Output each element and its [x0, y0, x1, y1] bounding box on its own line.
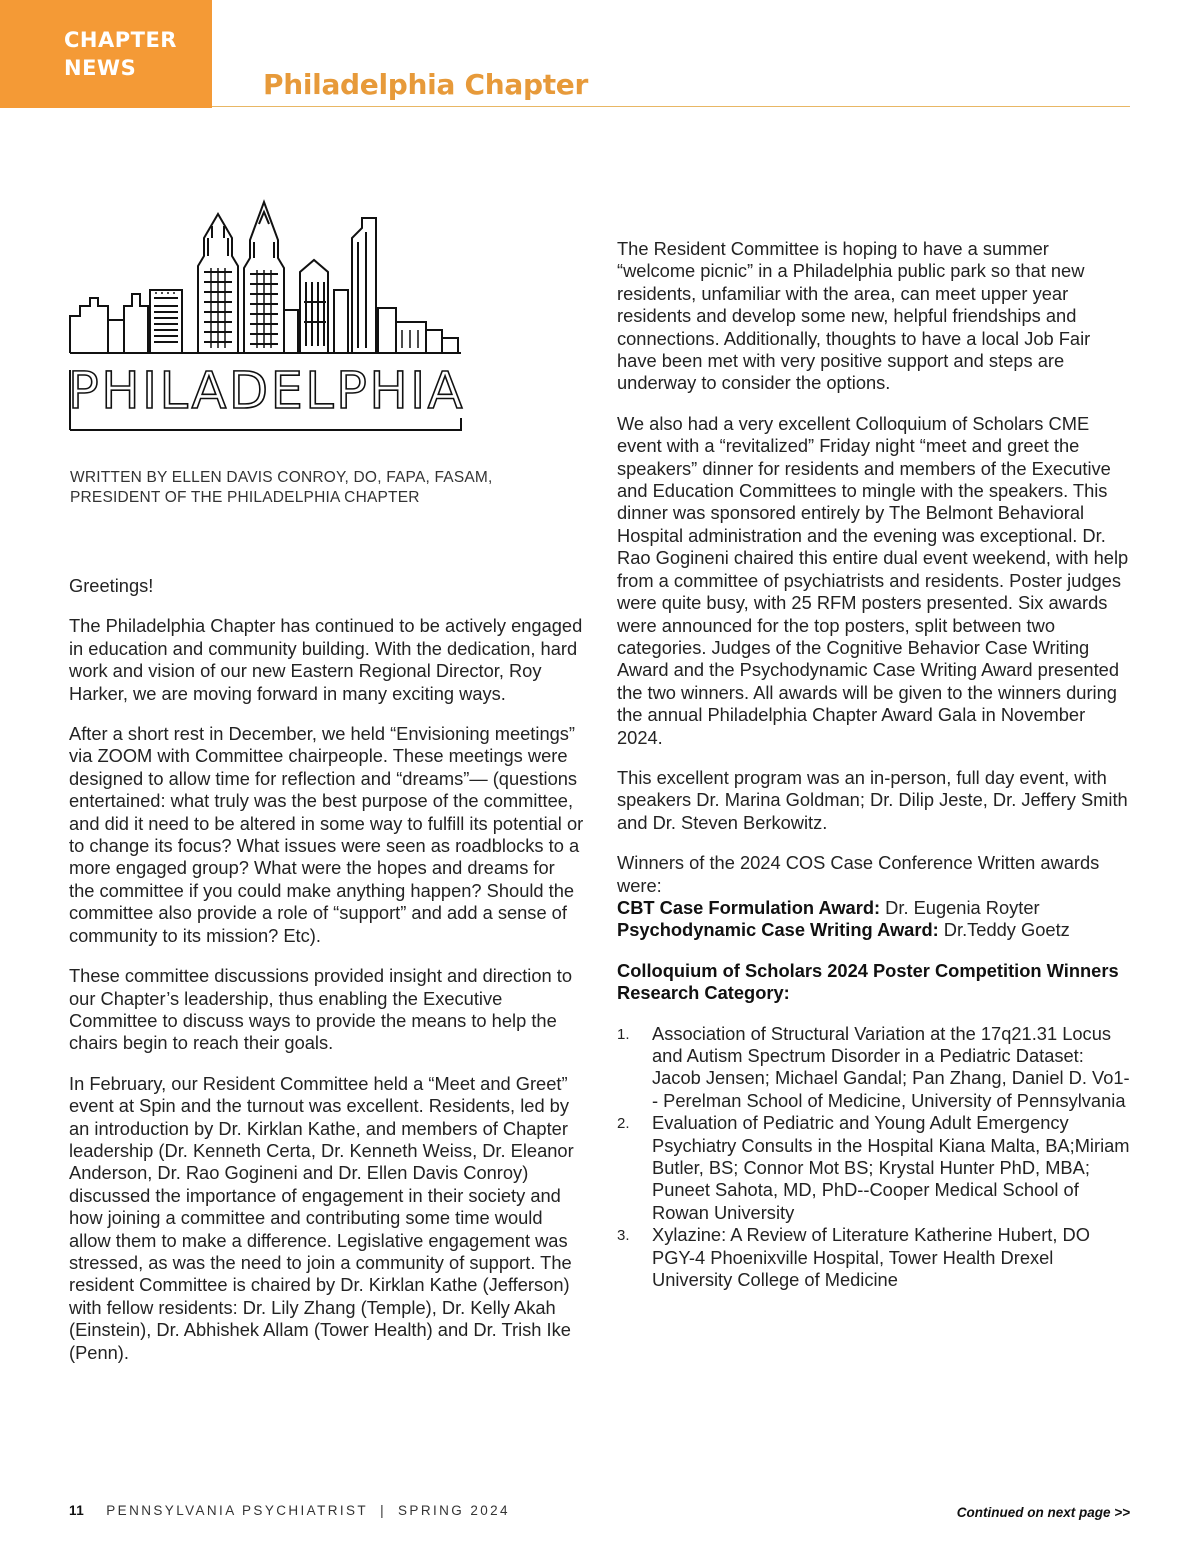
poster-heading	[617, 960, 1132, 1005]
header-divider	[212, 106, 1130, 107]
right-column	[617, 238, 1132, 1291]
chapter-news-tab	[0, 0, 212, 108]
publication-name: PENNSYLVANIA PSYCHIATRIST	[106, 1503, 369, 1518]
paragraph-colloquium: We also had a very excellent Colloquium of Scholars CME event with a “revitalized” Friday night “meet and greet the speakers” dinner for residents and members of the Executive and Education Committees to mingle with the speakers. This dinner was sponsored entirely by The Belmont Behavioral Hospital administration and the evening was exceptional. Dr. Rao Gogineni chaired this entire dual event weekend, with help from a committee of psychiatrists and residents. Poster judges were quite busy, with 25 RFM posters presented. Six awards were announced for the top posters, split between two categories. Judges of the Cognitive Behavior Case Writing Award and the Psychodynamic Case Writing Award presented the two winners. All awards will be given to the winners during the annual Philadelphia Chapter Award Gala in November 2024.	[617, 412, 1129, 748]
paragraph-envisioning: After a short rest in December, we held “Envisioning meetings” via ZOOM with Committee chairpeople. These meetings were designed to allow time for reflection and “dreams”— (questions entertained: what truly was the best purpose of the committee, and did it need to be altered in some way to fulfill its potential or to change its focus? What issues were seen as roadblocks to a more engaged group? What were the hopes and dreams for the committee if you could make anything happen? Should the committee also provide a role of “support” and add a sense of community to its mission? Etc).	[69, 723, 584, 946]
byline	[70, 468, 550, 508]
award-cbt	[617, 897, 1132, 919]
paragraph-picnic: The Resident Committee is hoping to have a summer “welcome picnic” in a Philadelphia public park so that new residents, unfamiliar with the area, can meet upper year residents and develop some new, helpful friendships and connections. Additionally, thoughts to have a local Job Fair have been met with very positive support and steps are underway to consider the options.	[617, 238, 1091, 394]
list-text: Xylazine: A Review of Literature Katherine Hubert, DO PGY-4 Phoenixville Hospital, Tower Health Drexel University College of Medicine	[652, 1224, 1090, 1291]
page-footer	[69, 1503, 510, 1518]
paragraph-intro: The Philadelphia Chapter has continued to be actively engaged in education and community building. With the dedication, hard work and vision of our new Eastern Regional Director, Roy Harker, we are moving forward in many exciting ways.	[69, 615, 583, 704]
award-psychodynamic	[617, 919, 1132, 941]
award-cbt-winner: Dr. Eugenia Royter	[880, 896, 1040, 918]
list-text: Evaluation of Pediatric and Young Adult Emergency Psychiatry Consults in the Hospital Kiana Malta, BA;Miriam Butler, BS; Connor Mot BS; Krystal Hunter PhD, MBA; Puneet Sahota, MD, PhD--Cooper Medical School of Rowan University	[652, 1112, 1130, 1223]
list-text: Association of Structural Variation at the 17q21.31 Locus and Autism Spectrum Disorder in a Pediatric Dataset: Jacob Jensen; Michael Gandal; Pan Zhang, Daniel D. Vo1-- Perelman School of Medicine, University of Pennsylvania	[652, 1022, 1130, 1111]
poster-winners-list	[617, 1023, 1132, 1292]
list-item	[617, 1224, 1132, 1291]
award-psychodynamic-label: Psychodynamic Case Writing Award:	[617, 919, 939, 941]
tab-line-1: CHAPTER	[64, 28, 177, 52]
tab-line-2: NEWS	[64, 56, 137, 80]
philadelphia-skyline-icon	[66, 198, 466, 438]
greeting: Greetings!	[69, 575, 154, 596]
issue-label: SPRING 2024	[398, 1503, 510, 1518]
award-cbt-label: CBT Case Formulation Award:	[617, 896, 881, 918]
byline-line-1: WRITTEN BY ELLEN DAVIS CONROY, DO, FAPA, FASAM,	[70, 469, 493, 486]
list-number: 2.	[617, 1115, 630, 1133]
paragraph-discussions: These committee discussions provided insight and direction to our Chapter’s leadership, thus enabling the Executive Committee to discuss ways to provide the means to help the chairs begin to reach their goals.	[69, 965, 572, 1054]
page-number: 11	[69, 1503, 85, 1518]
poster-heading-line-2: Research Category:	[617, 982, 790, 1004]
poster-heading-line-1: Colloquium of Scholars 2024 Poster Competition Winners	[617, 959, 1119, 981]
byline-line-2: PRESIDENT OF THE PHILADELPHIA CHAPTER	[70, 489, 420, 506]
list-item	[617, 1023, 1132, 1113]
logo-wordmark: PHILADELPHIA	[68, 362, 462, 421]
footer-separator: |	[380, 1503, 387, 1518]
paragraph-program: This excellent program was an in-person, full day event, with speakers Dr. Marina Goldman; Dr. Dilip Jeste, Dr. Jeffery Smith and Dr. Steven Berkowitz.	[617, 766, 1128, 833]
left-column	[69, 575, 584, 1382]
list-item	[617, 1112, 1132, 1224]
page-title: Philadelphia Chapter	[263, 68, 588, 101]
award-psychodynamic-winner: Dr.Teddy Goetz	[938, 919, 1070, 941]
continued-link[interactable]: Continued on next page >>	[956, 1505, 1130, 1520]
paragraph-resident-committee: In February, our Resident Committee held a “Meet and Greet” event at Spin and the turnout was excellent. Residents, led by an introduction by Dr. Kirklan Kathe, and members of Chapter leadership (Dr. Kenneth Certa, Dr. Kenneth Weiss, Dr. Eleanor Anderson, Dr. Rao Gogineni and Dr. Ellen Davis Conroy) discussed the importance of engagement in their society and how joining a committee and contributing some time would allow them to make a difference. Legislative engagement was stressed, as was the need to join a community of support. The resident Committee is chaired by Dr. Kirklan Kathe (Jefferson) with fellow residents: Dr. Lily Zhang (Temple), Dr. Kelly Akah (Einstein), Dr. Abhishek Allam (Tower Health) and Dr. Trish Ike (Penn).	[69, 1072, 574, 1363]
list-number: 1.	[617, 1025, 630, 1043]
winners-block	[617, 852, 1132, 942]
list-number: 3.	[617, 1227, 630, 1245]
winners-intro: Winners of the 2024 COS Case Conference Written awards were:	[617, 852, 1100, 896]
